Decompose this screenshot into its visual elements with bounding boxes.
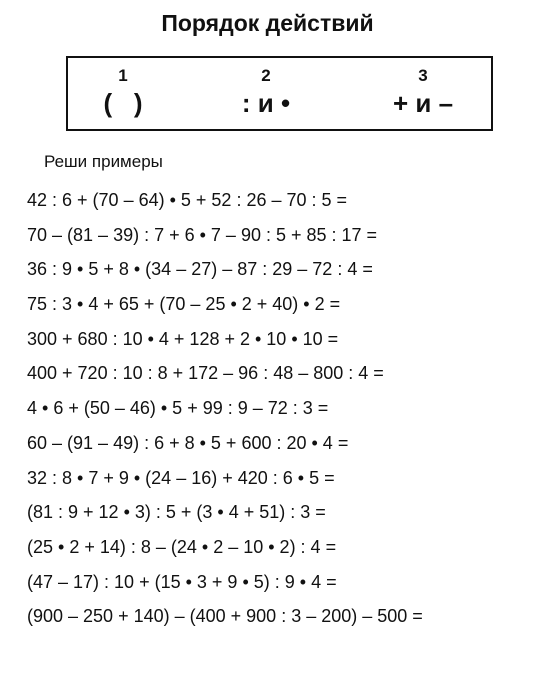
rule-divide-multiply [226, 58, 306, 119]
exercise-item: 4 • 6 + (50 – 46) • 5 + 99 : 9 – 72 : 3 = [27, 398, 329, 419]
exercise-item: (81 : 9 + 12 • 3) : 5 + (3 • 4 + 51) : 3 = [27, 502, 326, 523]
rule-add-subtract [378, 58, 468, 119]
exercise-item: 60 – (91 – 49) : 6 + 8 • 5 + 600 : 20 • 4 = [27, 432, 349, 453]
rule-operators: ( ) [103, 88, 143, 118]
instructions-heading: Реши примеры [44, 152, 163, 171]
order-of-operations-box [66, 56, 493, 131]
rule-parentheses [88, 58, 158, 119]
exercise-item: 36 : 9 • 5 + 8 • (34 – 27) – 87 : 29 – 72 : 4 = [27, 259, 373, 280]
exercise-item: (25 • 2 + 14) : 8 – (24 • 2 – 10 • 2) : 4 = [27, 536, 337, 557]
exercise-item: 75 : 3 • 4 + 65 + (70 – 25 • 2 + 40) • 2 = [27, 294, 341, 315]
exercise-item: (900 – 250 + 140) – (400 + 900 : 3 – 200) – 500 = [27, 606, 423, 627]
exercise-item: 42 : 6 + (70 – 64) • 5 + 52 : 26 – 70 : 5 = [27, 190, 348, 210]
rule-number: 2 [261, 66, 271, 85]
rule-operators: : и • [241, 88, 291, 118]
rule-number: 1 [118, 66, 128, 85]
exercise-item: 32 : 8 • 7 + 9 • (24 – 16) + 420 : 6 • 5 = [27, 467, 335, 488]
exercise-list [27, 183, 423, 634]
exercise-item: 400 + 720 : 10 : 8 + 172 – 96 : 48 – 800 : 4 = [27, 363, 384, 384]
rule-operators: + и – [392, 88, 454, 118]
page-title: Порядок действий [161, 10, 374, 36]
exercise-item: (47 – 17) : 10 + (15 • 3 + 9 • 5) : 9 • 4 = [27, 571, 337, 592]
rule-number: 3 [418, 66, 428, 85]
exercise-item: 300 + 680 : 10 • 4 + 128 + 2 • 10 • 10 = [27, 328, 339, 349]
exercise-item: 70 – (81 – 39) : 7 + 6 • 7 – 90 : 5 + 85 : 17 = [27, 224, 378, 245]
